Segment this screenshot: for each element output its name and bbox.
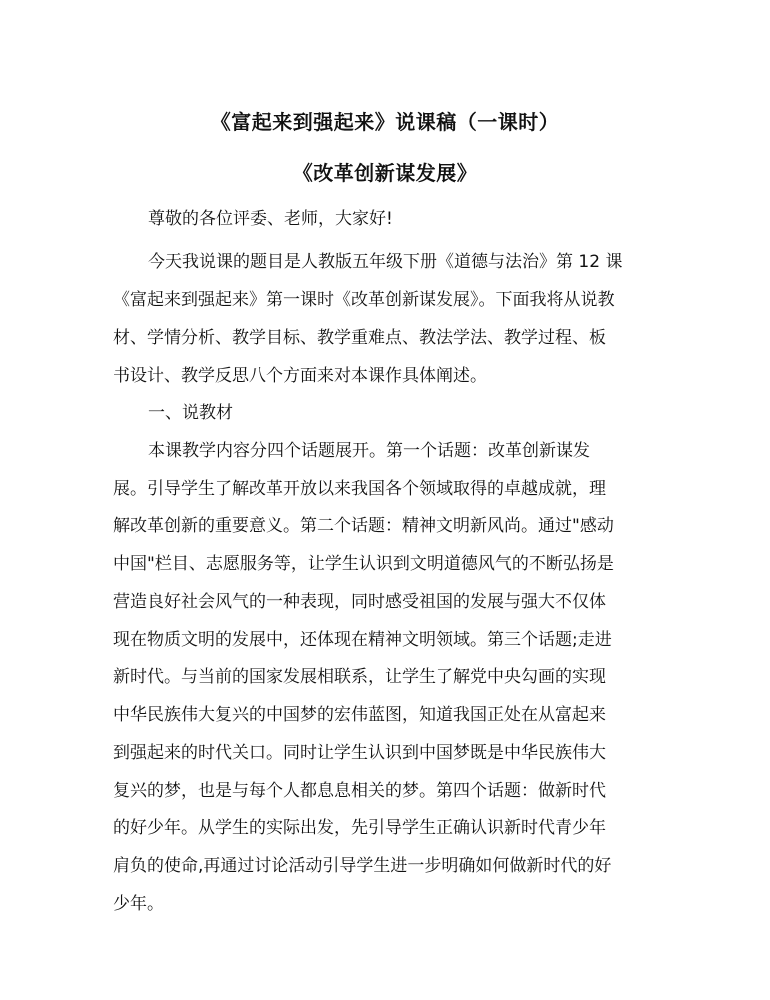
paragraph-line: 到强起来的时代关口。同时让学生认识到中国梦既是中华民族伟大 [113,743,606,763]
paragraph-line: 中国"栏目、志愿服务等，让学生认识到文明道德风气的不断弘扬是 [113,554,614,574]
paragraph-line: 本课教学内容分四个话题展开。第一个话题：改革创新谋发 [148,441,590,461]
paragraph-line: 今天我说课的题目是人教版五年级下册《道德与法治》第 12 课 [148,252,623,272]
paragraph-line: 书设计、教学反思八个方面来对本课作具体阐述。 [113,366,487,386]
paragraph-line: 营造良好社会风气的一种表现，同时感受祖国的发展与强大不仅体 [113,592,606,612]
paragraph-line: 中华民族伟大复兴的中国梦的宏伟蓝图，知道我国正处在从富起来 [113,705,606,725]
paragraph-line: 现在物质文明的发展中，还体现在精神文明领域。第三个话题;走进 [113,630,612,650]
greeting-line: 尊敬的各位评委、老师，大家好! [148,209,393,229]
paragraph-line: 新时代。与当前的国家发展相联系，让学生了解党中央勾画的实现 [113,667,606,687]
paragraph-line: 少年。 [113,894,164,914]
paragraph-line: 复兴的梦，也是与每个人都息息相关的梦。第四个话题：做新时代 [113,781,606,801]
document-subtitle: 《改革创新谋发展》 [292,161,478,185]
paragraph-line: 肩负的使命,再通过讨论活动引导学生进一步明确如何做新时代的好 [113,856,612,876]
paragraph-line: 的好少年。从学生的实际出发，先引导学生正确认识新时代青少年 [113,818,606,838]
document-title: 《富起来到强起来》说课稿（一课时） [210,110,560,134]
paragraph-line: 展。引导学生了解改革开放以来我国各个领域取得的卓越成就，理 [113,479,606,499]
paragraph-line: 《富起来到强起来》第一课时《改革创新谋发展》。下面我将从说教 [113,290,615,310]
paragraph-line: 材、学情分析、教学目标、教学重难点、教法学法、教学过程、板 [113,328,606,348]
section-heading: 一、说教材 [148,403,233,423]
paragraph-line: 解改革创新的重要意义。第二个话题：精神文明新风尚。通过"感动 [113,516,614,536]
